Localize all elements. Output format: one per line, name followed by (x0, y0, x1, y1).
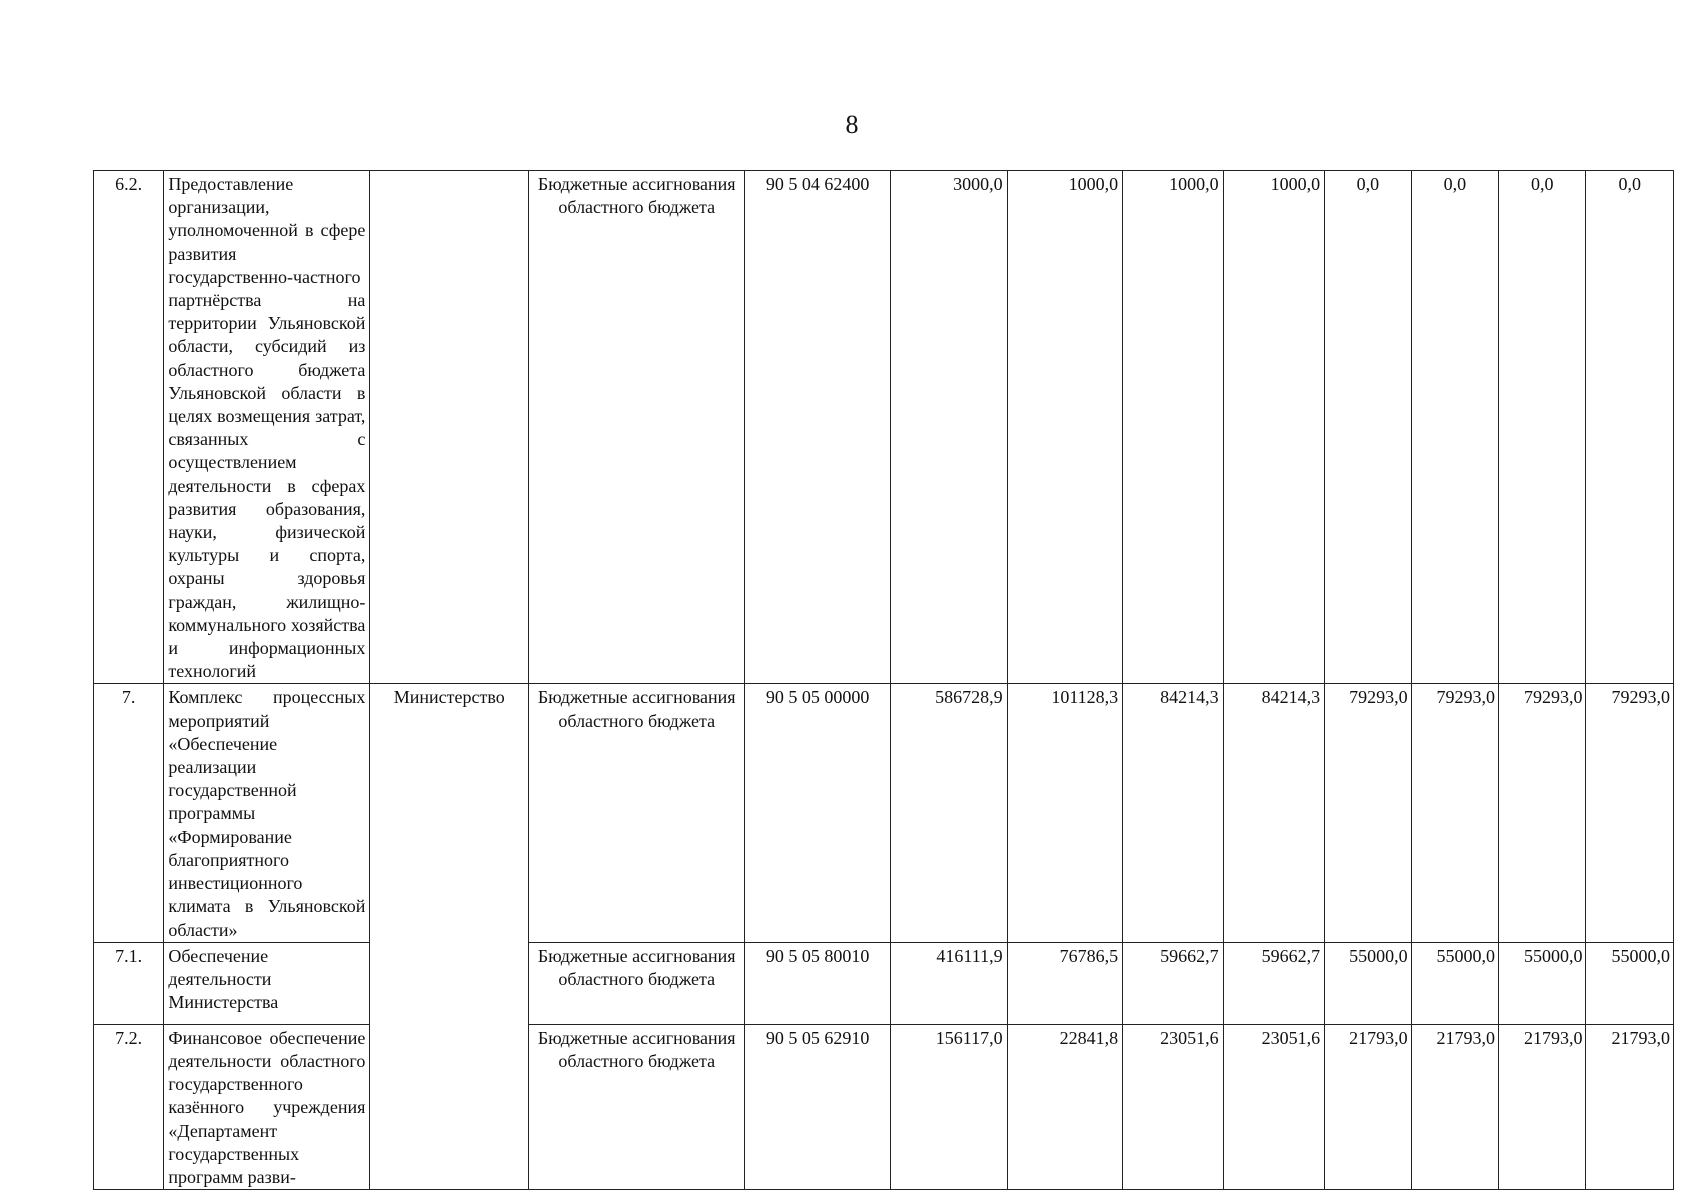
row-number: 7. (94, 684, 164, 942)
funding-source: Бюджетные ассигнования областного бюджета (529, 942, 745, 1024)
year-value: 21793,0 (1325, 1024, 1411, 1189)
year-value: 1000,0 (1123, 171, 1224, 684)
year-value: 84214,3 (1123, 684, 1224, 942)
year-value: 23051,6 (1223, 1024, 1325, 1189)
row-number: 7.2. (94, 1024, 164, 1189)
funding-source: Бюджетные ассигнования областного бюджета (529, 1024, 745, 1189)
year-value: 21793,0 (1586, 1024, 1674, 1189)
table-row (94, 1024, 1674, 1189)
total-value: 416111,9 (891, 942, 1008, 1024)
budget-code: 90 5 04 62400 (745, 171, 891, 684)
measure-name: Комплекс процессных мероприятий «Обеспечение реализации государственной программы «Формирование благоприятного инвестиционного климата в Ульяновской области» (164, 684, 370, 942)
page-number: 8 (845, 110, 859, 139)
year-value: 55000,0 (1586, 942, 1674, 1024)
year-value: 23051,6 (1123, 1024, 1224, 1189)
budget-table (93, 170, 1674, 1190)
year-value: 0,0 (1325, 171, 1411, 684)
table-row (94, 171, 1674, 684)
funding-source: Бюджетные ассигнования областного бюджета (529, 171, 745, 684)
year-value: 101128,3 (1007, 684, 1123, 942)
row-number: 7.1. (94, 942, 164, 1024)
year-value: 0,0 (1411, 171, 1498, 684)
year-value: 55000,0 (1411, 942, 1498, 1024)
year-value: 55000,0 (1499, 942, 1586, 1024)
table-row (94, 942, 1674, 1024)
row-number: 6.2. (94, 171, 164, 684)
year-value: 79293,0 (1586, 684, 1674, 942)
year-value: 59662,7 (1123, 942, 1224, 1024)
executor: Министерство (370, 684, 529, 1190)
table-row (94, 684, 1674, 942)
year-value: 55000,0 (1325, 942, 1411, 1024)
executor (370, 171, 529, 684)
budget-code: 90 5 05 80010 (745, 942, 891, 1024)
funding-source: Бюджетные ассигнования областного бюджета (529, 684, 745, 942)
total-value: 586728,9 (891, 684, 1008, 942)
measure-name: Предоставление организации, уполномоченной в сфере развития государственно-частного партнёрства на территории Ульяновской области, субсидий из областного бюджета Ульяновской области в целях возмещения затрат, связанных с осуществлением деятельности в сферах развития образования, науки, физической культуры и спорта, охраны здоровья граждан, жилищно-коммунального хозяйства и информационных технологий (164, 171, 370, 684)
year-value: 1000,0 (1007, 171, 1123, 684)
year-value: 79293,0 (1499, 684, 1586, 942)
measure-name: Финансовое обеспечение деятельности областного государственного казённого учреждения «Департамент государственных программ разви- (164, 1024, 370, 1189)
year-value: 21793,0 (1499, 1024, 1586, 1189)
year-value: 0,0 (1499, 171, 1586, 684)
year-value: 21793,0 (1411, 1024, 1498, 1189)
year-value: 84214,3 (1223, 684, 1325, 942)
total-value: 3000,0 (891, 171, 1008, 684)
budget-code: 90 5 05 62910 (745, 1024, 891, 1189)
measure-name: Обеспечение деятельности Министерства (164, 942, 370, 1024)
year-value: 1000,0 (1223, 171, 1325, 684)
year-value: 79293,0 (1325, 684, 1411, 942)
budget-code: 90 5 05 00000 (745, 684, 891, 942)
year-value: 0,0 (1586, 171, 1674, 684)
year-value: 59662,7 (1223, 942, 1325, 1024)
total-value: 156117,0 (891, 1024, 1008, 1189)
year-value: 22841,8 (1007, 1024, 1123, 1189)
year-value: 76786,5 (1007, 942, 1123, 1024)
year-value: 79293,0 (1411, 684, 1498, 942)
